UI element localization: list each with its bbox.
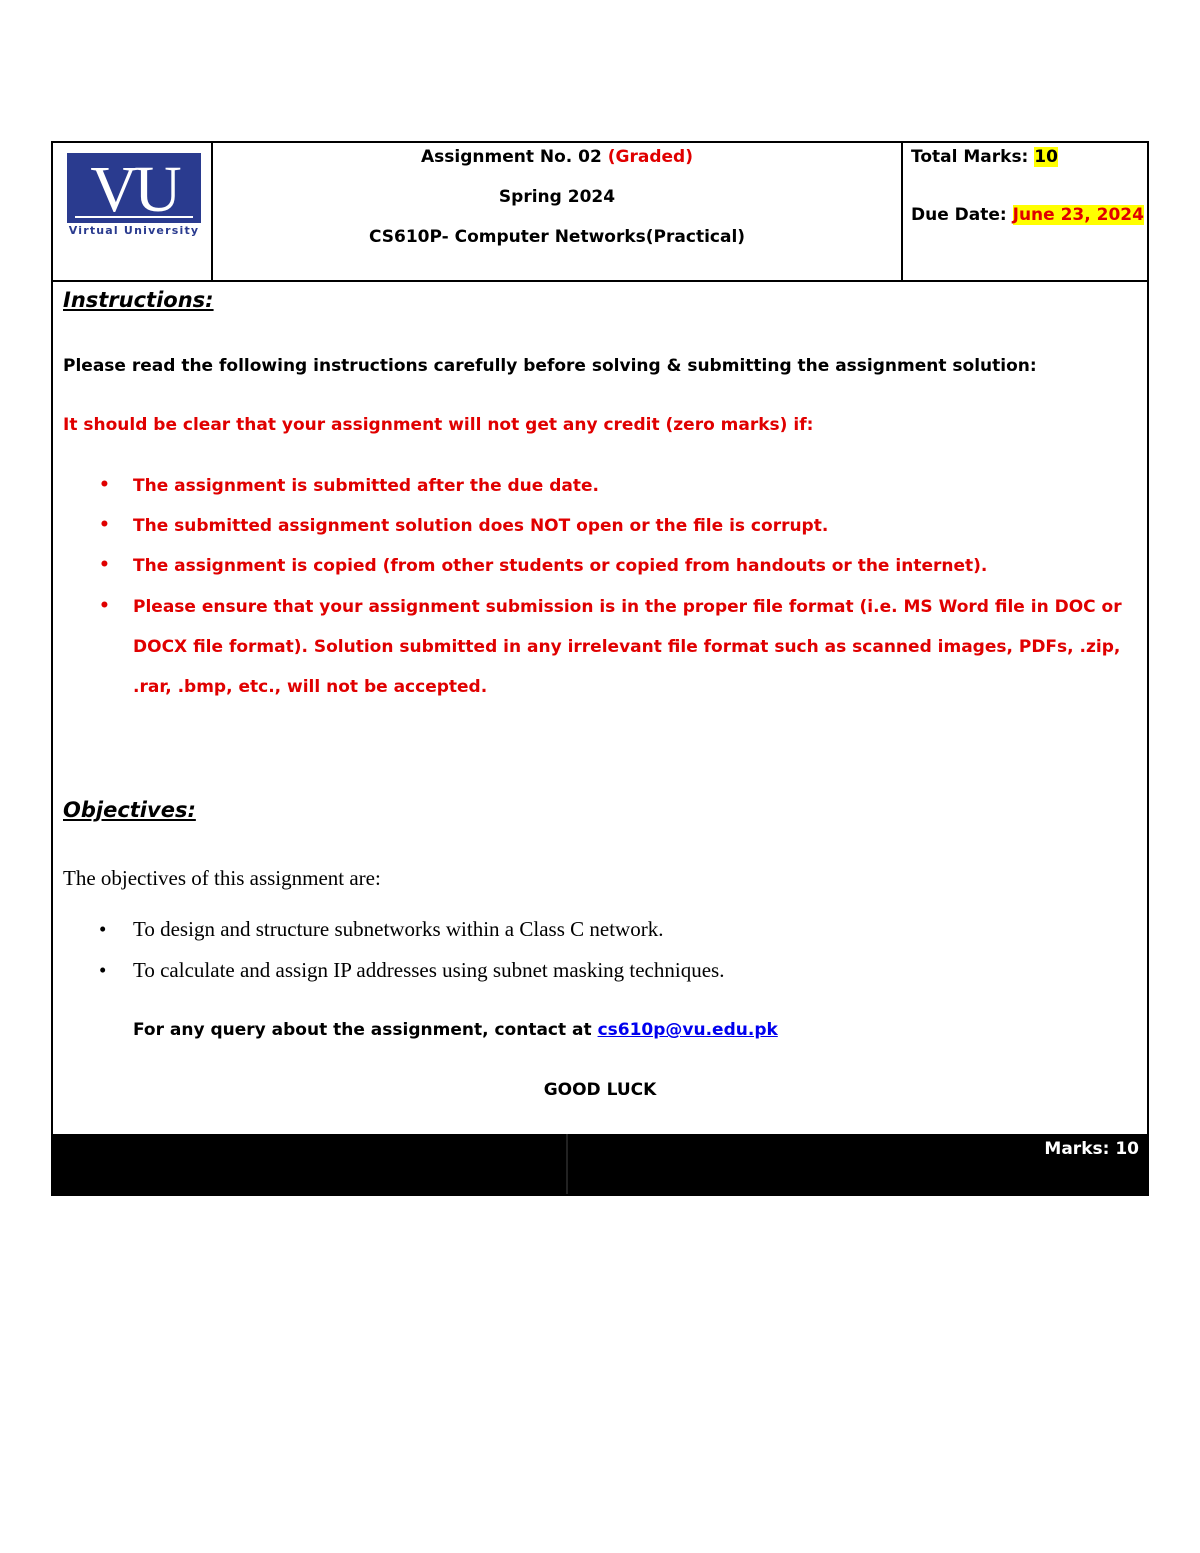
title-cell <box>213 143 903 280</box>
due-date: Due Date: June 23, 2024 <box>911 205 1144 225</box>
course-title: CS610P- Computer Networks(Practical) <box>368 227 746 247</box>
assignment-title <box>213 147 901 167</box>
objectives-heading: Objectives: <box>63 798 196 822</box>
objectives-intro: The objectives of this assignment are: <box>63 866 381 890</box>
footer-marks: Marks: 10 <box>1044 1139 1139 1159</box>
contact-email-link[interactable]: cs610p@vu.edu.pk <box>597 1020 778 1040</box>
logo-subtitle: Virtual University <box>68 224 200 237</box>
due-date-value: June 23, 2024 <box>1012 205 1144 225</box>
assignment-document: VU Virtual University Assignment No. 02 (Graded) Spring 2024 CS610P- Computer Networks(Practical) Total Marks: 10 Due Date: June 23, 2024 Instructions: Please read the following instructions carefully before solving & submitting the assignment solution: It should be clear that your assignment will not get any credit (zero marks) if: • The assignment is submitted after the due date. • The submitted assignment solution does NOT open or the file is corrupt. • The assignment is copied (from other students or copied from handouts or the internet). • Please ensure that your assignment submission is in the proper file format (i.e. MS Word file in DOC or DOCX file format). Solution submitted in any irrelevant file format such as scanned images, PDFs, .zip, .rar, .bmp, etc., will not be accepted. Objectives: The objectives of this assignment are: • To design and structure subnetworks within a Class C network. • To calculate and assign IP addresses using subnet masking techniques. For any query about the assignment, contact at cs610p@vu.edu.pk GOOD LUCK Marks: 10 <box>51 141 1149 1196</box>
instructions-heading: Instructions: <box>63 288 214 312</box>
assignment-status: (Graded) <box>607 147 693 167</box>
marks-cell <box>903 143 1147 280</box>
footer-divider <box>566 1134 568 1194</box>
footer-bar <box>53 1134 1147 1194</box>
header-table <box>53 143 1147 282</box>
logo-letters: VU <box>90 153 178 226</box>
instructions-intro: Please read the following instructions carefully before solving & submitting the assignment solution: <box>63 356 1037 376</box>
total-marks: Total Marks: 10 <box>911 147 1058 167</box>
total-marks-value: 10 <box>1034 147 1058 167</box>
semester-label: Spring 2024 <box>498 187 616 207</box>
logo-cell <box>53 143 213 280</box>
instructions-warning: It should be clear that your assignment will not get any credit (zero marks) if: <box>63 415 814 435</box>
assignment-number: Assignment No. 02 <box>421 147 608 167</box>
contact-line: For any query about the assignment, contact at cs610p@vu.edu.pk <box>133 1020 778 1040</box>
good-luck-text: GOOD LUCK <box>543 1080 657 1100</box>
